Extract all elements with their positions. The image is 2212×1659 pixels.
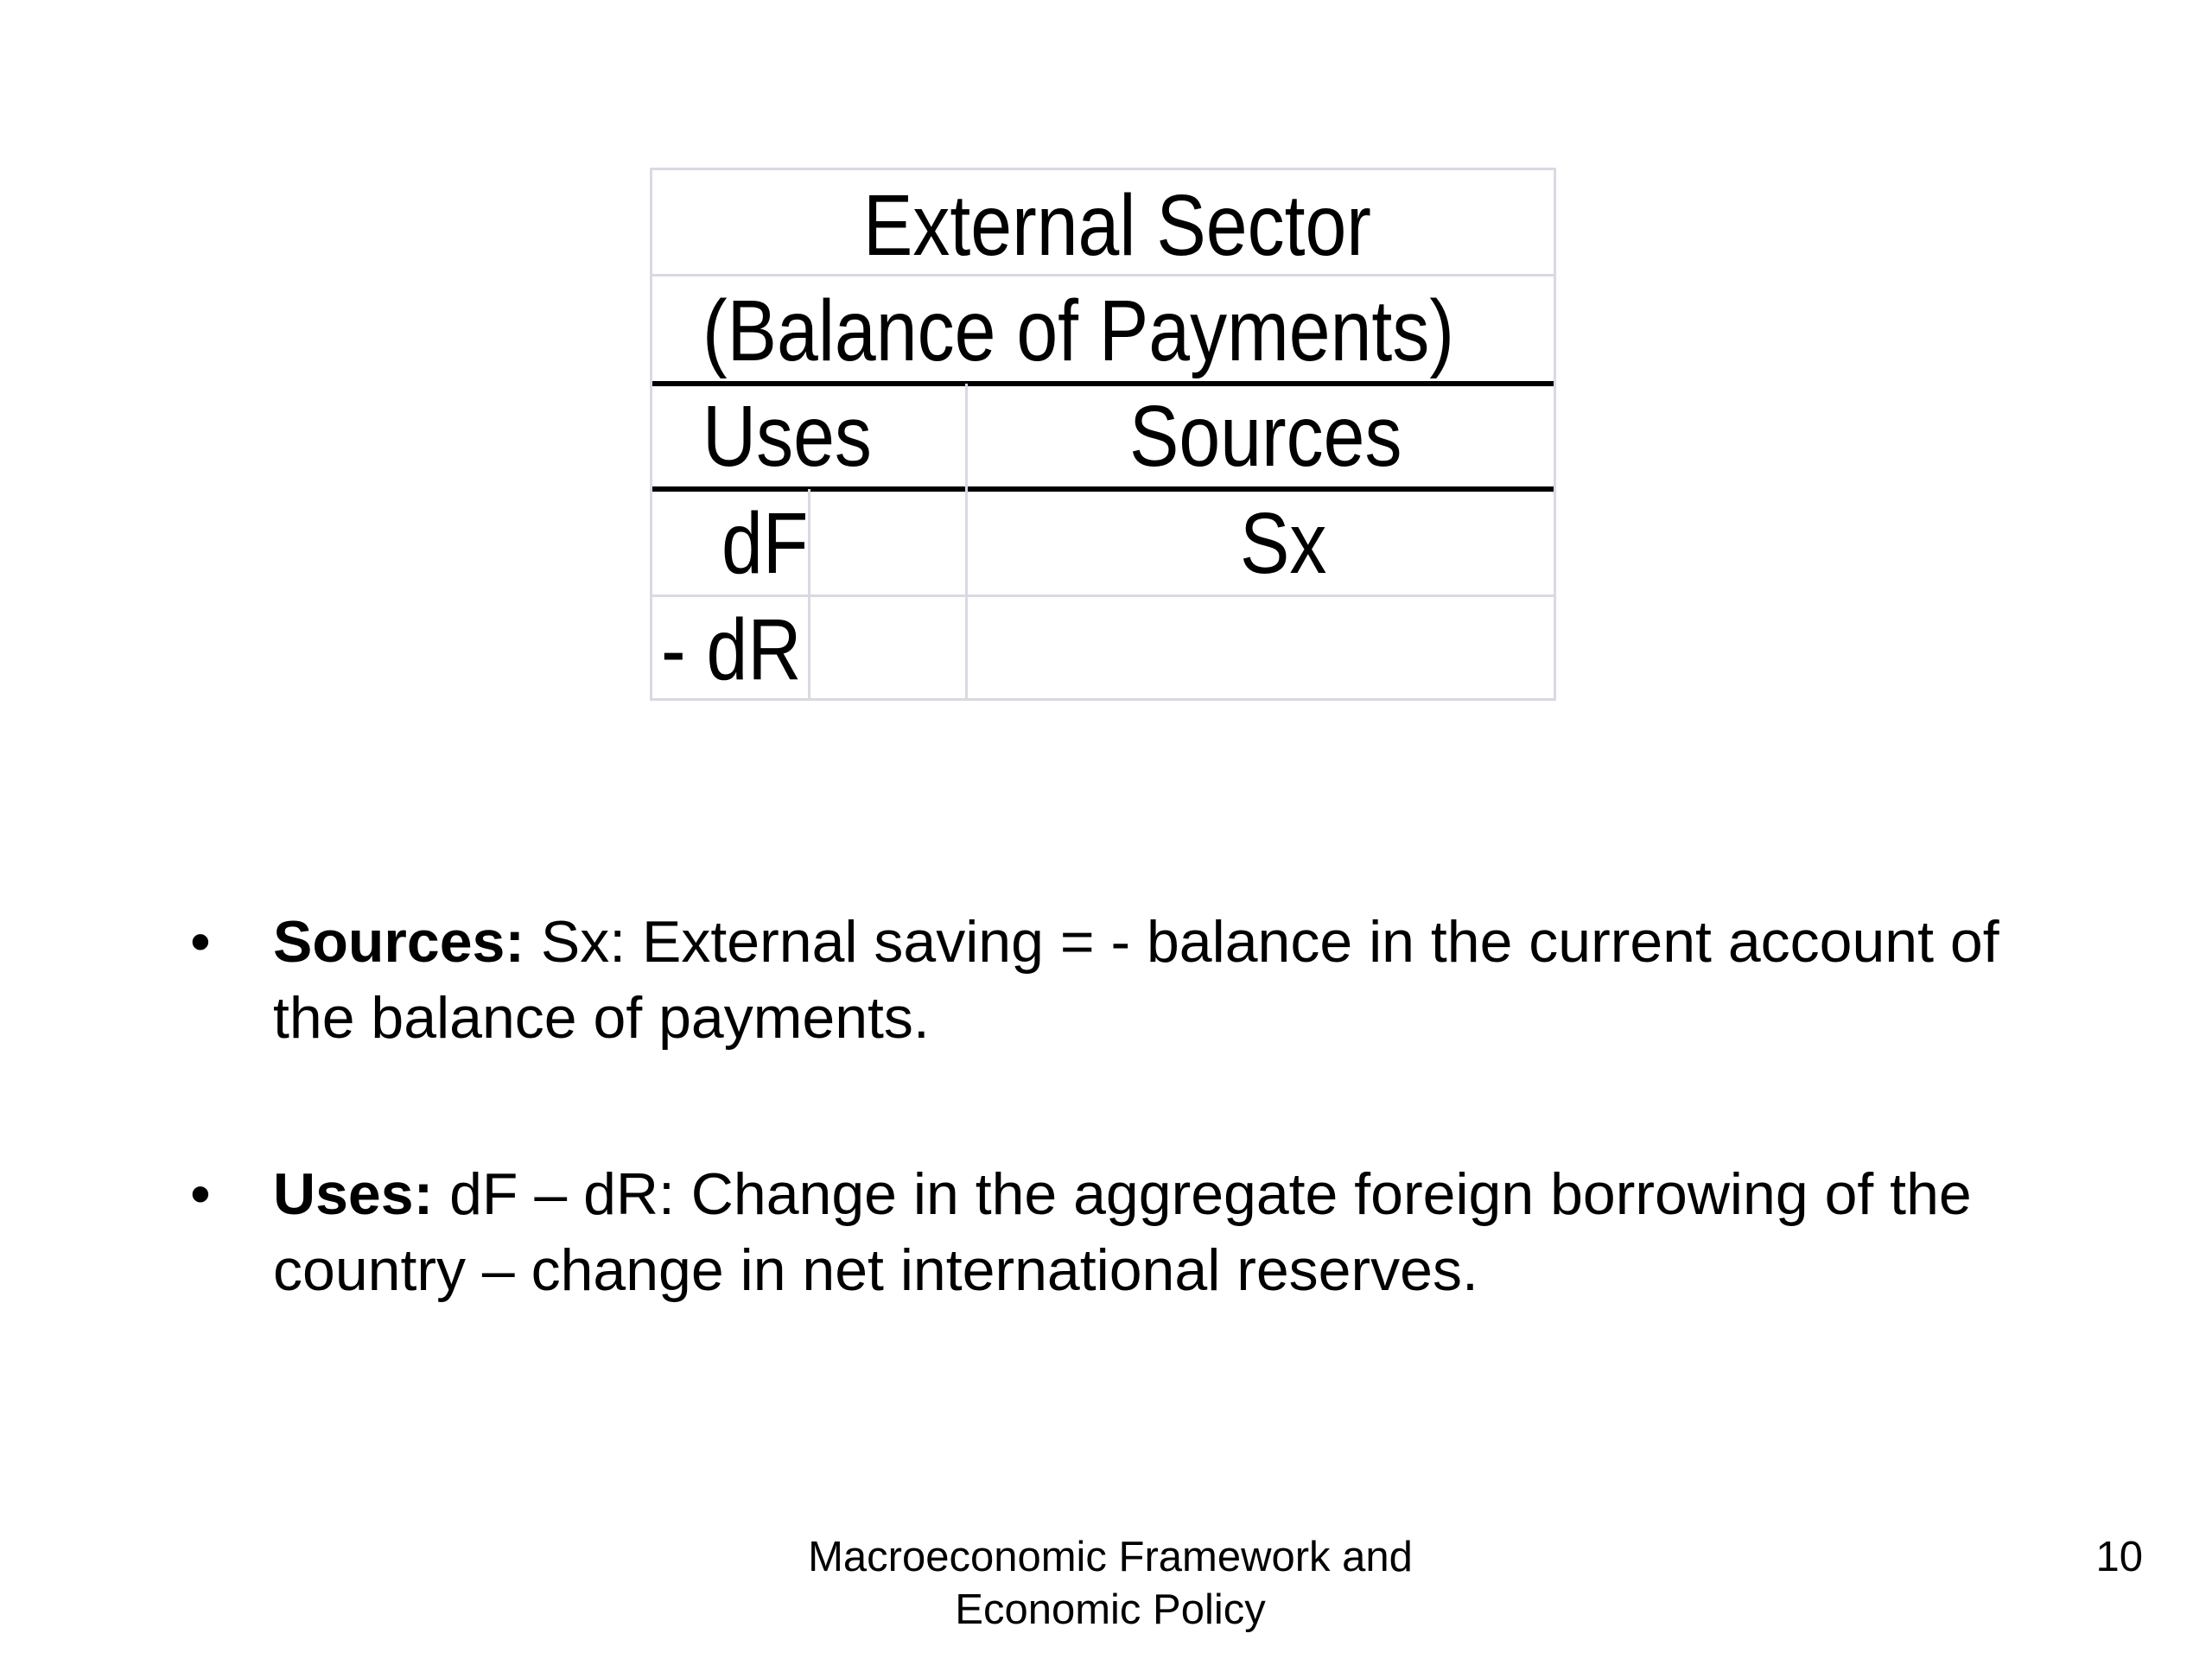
table-cell-uses: dF (721, 495, 809, 592)
bullet-text (273, 1156, 2001, 1308)
footer-title-line: Economic Policy (955, 1586, 1266, 1633)
column-header-sources: Sources (1129, 388, 1402, 485)
bullet-dot-icon: • (190, 909, 211, 975)
page-number: 10 (2095, 1534, 2143, 1580)
column-header-uses: Uses (702, 388, 872, 485)
table-grid-line (965, 384, 968, 701)
footer-title (760, 1531, 1460, 1637)
table-cell-uses: - dR (661, 601, 802, 698)
table-grid-line (808, 489, 810, 701)
bullet-body: dF – dR: Change in the aggregate foreign borrowing of the country – change in net international reserves. (273, 1161, 1972, 1303)
footer-title-line: Macroeconomic Framework and (808, 1534, 1413, 1580)
external-sector-table (650, 168, 1556, 701)
table-grid-line (652, 594, 1554, 597)
table-cell-sources: Sx (1240, 495, 1327, 592)
bullet-label: Uses: (273, 1161, 434, 1227)
table-grid-line (652, 274, 1554, 276)
table-header-rule (652, 486, 1554, 492)
bullet-dot-icon: • (190, 1161, 211, 1227)
table-header-rule (652, 381, 1554, 386)
table-subtitle: (Balance of Payments) (702, 283, 1454, 379)
bullet-label: Sources: (273, 909, 524, 975)
bullet-body: Sx: External saving = - balance in the current account of the balance of payments. (273, 909, 1999, 1051)
table-title: External Sector (863, 177, 1371, 274)
bullet-text (273, 904, 2001, 1056)
